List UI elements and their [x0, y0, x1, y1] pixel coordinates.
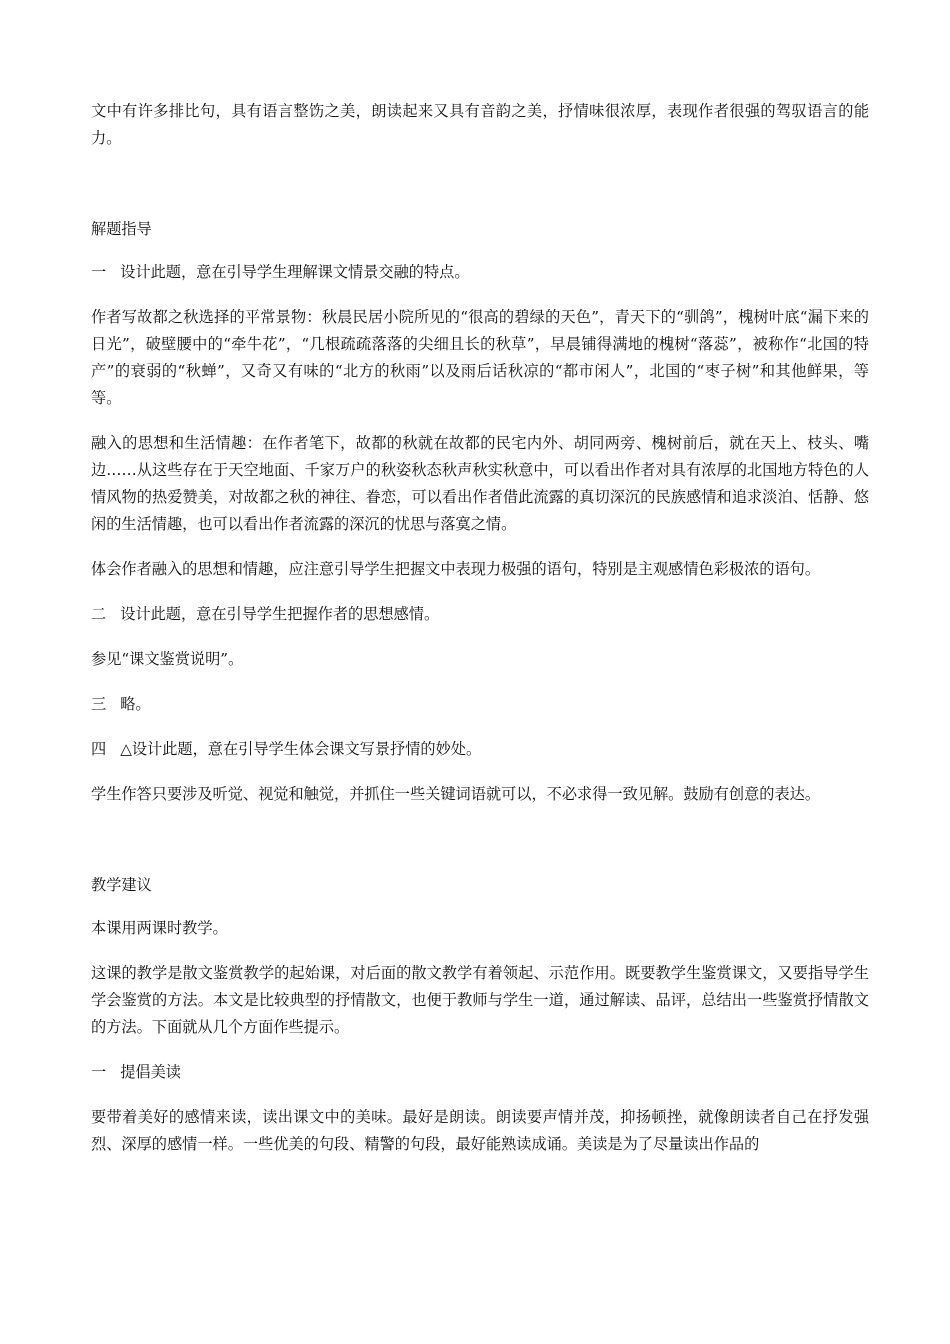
guide-item-1-para-2: 融入的思想和生活情趣：在作者笔下，故都的秋就在故都的民宅内外、胡同两旁、槐树前后，就在天上、枝头、嘴边……从这些存在于天空地面、千家万户的秋姿秋态秋声秋实秋意中，可以看出作者对具有浓厚的北国地方特色的人情风物的热爱赞美，对故都之秋的神往、眷恋，可以看出作者借此流露的真切深沉的民族感情和追求淡泊、恬静、悠闲的生活情趣，也可以看出作者流露的深沉的忧思与落寞之情。 — [91, 434, 869, 533]
intro-paragraph: 文中有许多排比句，具有语言整饬之美，朗读起来又具有音韵之美，抒情味很浓厚，表现作者很强的驾驭语言的能力。 — [91, 102, 869, 147]
guide-item-4-para-1: 学生作答只要涉及听觉、视觉和触觉，并抓住一些关键词语就可以，不必求得一致见解。鼓励有创意的表达。 — [91, 785, 820, 803]
guide-item-4 — [91, 736, 869, 763]
item-number: 三 — [91, 695, 107, 713]
guide-item-1 — [91, 259, 869, 286]
guide-item-1-para-3: 体会作者融入的思想和情趣，应注意引导学生把握文中表现力极强的语句，特别是主观感情色彩极浓的语句。 — [91, 560, 820, 578]
guide-item-3 — [91, 691, 869, 718]
item-number: 二 — [91, 605, 107, 623]
guide-item-2-para-1: 参见“课文鉴赏说明”。 — [91, 650, 244, 668]
item-text: 设计此题，意在引导学生把握作者的思想感情。 — [120, 605, 440, 623]
item-number: 一 — [91, 263, 107, 281]
item-number: 四 — [91, 740, 107, 758]
section-heading-guide: 解题指导 — [91, 220, 152, 238]
item-text: 提倡美读 — [120, 1063, 181, 1081]
suggest-item-1 — [91, 1059, 869, 1086]
document-page — [91, 98, 869, 1158]
item-text: △设计此题，意在引导学生体会课文写景抒情的妙处。 — [120, 740, 482, 758]
suggest-item-1-para: 要带着美好的感情来读，读出课文中的美味。最好是朗读。朗读要声情并茂，抑扬顿挫，就像朗读者自己在抒发强烈、深厚的感情一样。一些优美的句段、精警的句段，最好能熟读成诵。美读是为了尽量读出作品的 — [91, 1108, 869, 1153]
guide-item-2 — [91, 601, 869, 628]
item-text: 设计此题，意在引导学生理解课文情景交融的特点。 — [120, 263, 470, 281]
suggest-lead: 本课用两课时教学。 — [91, 919, 228, 937]
guide-item-1-para-1: 作者写故都之秋选择的平常景物：秋晨民居小院所见的“很高的碧绿的天色”，青天下的“驯鸽”，槐树叶底“漏下来的日光”，破壁腰中的“牵牛花”，“几根疏疏落落的尖细且长的秋草”，早晨铺得满地的槐树“落蕊”，被称作“北国的特产”的衰弱的“秋蝉”，又奇又有味的“北方的秋雨”以及雨后话秋凉的“都市闲人”，北国的“枣子树”和其他鲜果，等等。 — [91, 308, 869, 407]
item-number: 一 — [91, 1063, 107, 1081]
suggest-paragraph: 这课的教学是散文鉴赏教学的起始课，对后面的散文教学有着领起、示范作用。既要教学生鉴赏课文，又要指导学生学会鉴赏的方法。本文是比较典型的抒情散文，也便于教师与学生一道，通过解读、品评，总结出一些鉴赏抒情散文的方法。下面就从几个方面作些提示。 — [91, 964, 869, 1036]
section-heading-suggest: 教学建议 — [91, 876, 152, 894]
item-text: 略。 — [120, 695, 151, 713]
